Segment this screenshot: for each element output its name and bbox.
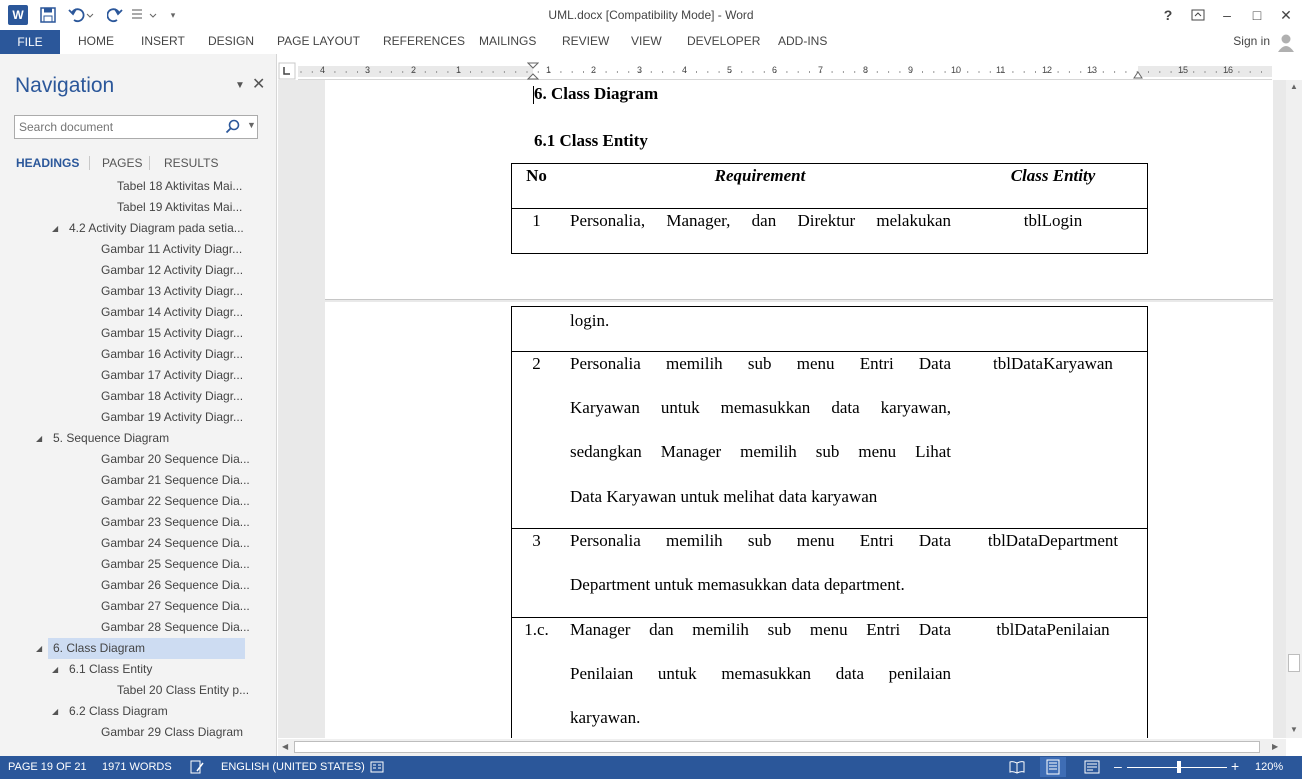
heading-item[interactable]: Tabel 18 Aktivitas Mai... xyxy=(117,179,243,193)
cell-text-line: Department untuk memasukkan data department. xyxy=(570,575,905,594)
word-logo-icon[interactable]: W xyxy=(8,5,28,25)
cell-text-line: karyawan. xyxy=(570,708,641,727)
table-cell-entity[interactable] xyxy=(959,306,1148,352)
cell-text: 1.c. xyxy=(524,620,549,639)
scroll-up-icon[interactable]: ▲ xyxy=(1290,82,1298,91)
ruler-label: 4 xyxy=(682,65,688,75)
heading-item[interactable]: Gambar 14 Activity Diagr... xyxy=(101,305,244,319)
language-status[interactable]: ENGLISH (UNITED STATES) xyxy=(221,761,365,773)
table-cell-requirement[interactable] xyxy=(561,617,960,738)
window-title: UML.docx [Compatibility Mode] - Word xyxy=(548,8,754,22)
table-header-no[interactable] xyxy=(511,163,562,209)
table-cell-no[interactable] xyxy=(511,528,562,618)
search-box xyxy=(14,115,258,139)
heading-item[interactable]: Gambar 26 Sequence Dia... xyxy=(101,578,250,592)
tab-mailings[interactable]: MAILINGS xyxy=(479,34,537,48)
ruler-label: 11 xyxy=(996,65,1006,75)
ruler-label: 7 xyxy=(818,65,824,75)
cell-text-line: Data Karyawan untuk melihat data karyawan xyxy=(570,487,878,506)
heading-item[interactable]: Gambar 22 Sequence Dia... xyxy=(101,494,250,508)
cell-text-line: Personalia memilih sub menu Entri Data xyxy=(570,354,951,373)
minimize-button[interactable]: – xyxy=(1223,7,1231,23)
page-19[interactable] xyxy=(325,80,1273,300)
ruler-label: 6 xyxy=(772,65,778,75)
search-dropdown-icon[interactable]: ▼ xyxy=(247,120,256,130)
zoom-slider-thumb[interactable] xyxy=(1177,761,1181,773)
heading-item[interactable]: Gambar 18 Activity Diagr... xyxy=(101,389,244,403)
cell-text-line: Karyawan untuk memasukkan data karyawan, xyxy=(570,398,951,417)
heading-item[interactable]: Gambar 21 Sequence Dia... xyxy=(101,473,250,487)
cell-text: tblLogin xyxy=(1023,211,1083,230)
read-mode-icon[interactable] xyxy=(1009,759,1025,778)
header-text: Requirement xyxy=(714,166,806,185)
ruler-label: 4 xyxy=(320,65,326,75)
close-pane-icon[interactable]: ✕ xyxy=(252,76,266,93)
header-text: Class Entity xyxy=(1010,166,1096,185)
table-cell-no[interactable] xyxy=(511,351,562,529)
tab-selector-icon[interactable] xyxy=(278,62,296,80)
tab-separator xyxy=(89,156,90,170)
right-indent-marker-icon[interactable] xyxy=(1133,70,1143,79)
zoom-out-button[interactable]: – xyxy=(1114,758,1122,774)
heading-item[interactable]: Gambar 29 Class Diagram xyxy=(101,725,244,739)
heading-item[interactable]: Gambar 13 Activity Diagr... xyxy=(101,284,244,298)
cell-text: tblDataDepartment xyxy=(987,531,1119,550)
heading-item[interactable]: 5. Sequence Diagram xyxy=(53,431,170,445)
nav-scrollbar[interactable] xyxy=(263,176,275,750)
tab-headings[interactable]: HEADINGS xyxy=(16,156,80,170)
cell-text: tblDataKaryawan xyxy=(993,354,1113,373)
heading-item[interactable]: Gambar 17 Activity Diagr... xyxy=(101,368,244,382)
user-avatar-icon[interactable] xyxy=(1276,32,1296,52)
table-header-class-entity[interactable] xyxy=(959,163,1148,209)
vertical-scrollbar[interactable] xyxy=(1286,80,1302,738)
web-layout-icon[interactable] xyxy=(1084,759,1100,778)
horizontal-scroll-thumb[interactable] xyxy=(294,741,1260,753)
heading-item[interactable]: Gambar 20 Sequence Dia... xyxy=(101,452,250,466)
search-input[interactable] xyxy=(15,116,221,138)
cell-text-line: Personalia memilih sub menu Entri Data xyxy=(570,531,951,550)
maximize-button[interactable]: □ xyxy=(1252,7,1262,23)
indent-marker-icon[interactable] xyxy=(527,62,539,80)
heading-item[interactable]: Gambar 11 Activity Diagr... xyxy=(101,242,243,256)
page-count[interactable]: PAGE 19 OF 21 xyxy=(8,761,87,773)
horizontal-ruler[interactable] xyxy=(298,62,1272,80)
collapse-arrow-icon[interactable]: ◢ xyxy=(36,644,43,653)
heading-item[interactable]: Gambar 15 Activity Diagr... xyxy=(101,326,244,340)
table-cell-entity[interactable] xyxy=(959,528,1148,618)
help-button[interactable]: ? xyxy=(1163,7,1173,23)
vertical-scroll-thumb[interactable] xyxy=(1288,654,1300,672)
collapse-arrow-icon[interactable]: ◢ xyxy=(52,665,59,674)
heading-item[interactable]: Gambar 23 Sequence Dia... xyxy=(101,515,250,529)
heading-class-entity[interactable]: 6.1 Class Entity xyxy=(534,131,648,150)
ruler-label: 1 xyxy=(456,65,462,75)
title-bar xyxy=(0,0,1302,30)
heading-item-label: 6. Class Diagram xyxy=(53,641,146,655)
ruler-label: 5 xyxy=(727,65,733,75)
scroll-right-icon[interactable]: ▶ xyxy=(1272,742,1279,751)
customize-toolbar-icon[interactable]: ▾ xyxy=(170,9,176,20)
table-cell-no[interactable] xyxy=(511,208,562,254)
heading-item[interactable]: Gambar 27 Sequence Dia... xyxy=(101,599,250,613)
tab-developer[interactable]: DEVELOPER xyxy=(687,34,761,48)
ruler-label: 3 xyxy=(365,65,371,75)
pane-options-icon[interactable]: ▼ xyxy=(235,80,245,91)
cell-text: Personalia, Manager, dan Direktur melakukan xyxy=(570,211,951,230)
tab-insert[interactable]: INSERT xyxy=(141,34,185,48)
navigation-title: Navigation xyxy=(15,74,115,97)
tab-page-layout[interactable]: PAGE LAYOUT xyxy=(277,34,360,48)
collapse-arrow-icon[interactable]: ◢ xyxy=(52,224,59,233)
navigation-pane xyxy=(0,54,277,756)
table-cell-entity[interactable] xyxy=(959,351,1148,529)
tab-add-ins[interactable]: ADD-INS xyxy=(778,34,828,48)
tab-view[interactable]: VIEW xyxy=(631,34,662,48)
heading-item[interactable]: 6.2 Class Diagram xyxy=(69,704,168,718)
print-layout-button[interactable] xyxy=(1040,757,1066,777)
file-tab[interactable]: FILE xyxy=(0,30,60,54)
search-icon[interactable] xyxy=(225,119,241,135)
heading-item[interactable]: 6.1 Class Entity xyxy=(69,662,153,676)
heading-item[interactable]: Gambar 25 Sequence Dia... xyxy=(101,557,250,571)
ruler-label: 13 xyxy=(1087,65,1098,75)
ruler-label: 10 xyxy=(951,65,962,75)
cell-text: tblDataPenilaian xyxy=(996,620,1110,639)
ruler-label: 2 xyxy=(411,65,417,75)
ruler-ticks xyxy=(298,62,1272,80)
word-count[interactable]: 1971 WORDS xyxy=(102,761,172,773)
heading-item[interactable]: Gambar 28 Sequence Dia... xyxy=(101,620,250,634)
proofing-icon[interactable] xyxy=(189,759,205,778)
tab-references[interactable]: REFERENCES xyxy=(383,34,466,48)
scroll-down-icon[interactable]: ▼ xyxy=(1290,725,1298,734)
tab-pages[interactable]: PAGES xyxy=(102,156,143,170)
ruler-label: 2 xyxy=(591,65,597,75)
table-cell-no[interactable] xyxy=(511,306,562,352)
heading-item[interactable]: Tabel 20 Class Entity p... xyxy=(117,683,250,697)
cell-text: login. xyxy=(570,311,610,330)
cell-text: 2 xyxy=(532,354,541,373)
table-header-requirement[interactable] xyxy=(561,163,960,209)
heading-item[interactable]: Gambar 19 Activity Diagr... xyxy=(101,410,244,424)
ribbon-display-options-button[interactable] xyxy=(1184,4,1212,26)
tab-home[interactable]: HOME xyxy=(78,34,114,48)
heading-item-selected[interactable] xyxy=(48,638,245,659)
zoom-in-button[interactable]: + xyxy=(1231,758,1240,774)
table-cell-entity[interactable] xyxy=(959,617,1148,738)
ribbon-tabs xyxy=(0,30,1302,54)
table-cell-requirement[interactable] xyxy=(561,306,960,352)
ruler-label: 16 xyxy=(1223,65,1234,75)
sign-in-link[interactable]: Sign in xyxy=(1233,34,1270,48)
ruler-label: 9 xyxy=(908,65,914,75)
table-cell-no[interactable] xyxy=(511,617,562,738)
cell-text-line: Penilaian untuk memasukkan data penilaian xyxy=(570,664,951,683)
document-area xyxy=(278,80,1286,738)
status-bar xyxy=(0,756,1302,779)
heading-class-diagram[interactable]: 6. Class Diagram xyxy=(534,84,659,103)
tab-results[interactable]: RESULTS xyxy=(164,156,219,170)
ruler-label: 8 xyxy=(863,65,869,75)
ruler-label: 3 xyxy=(637,65,643,75)
macro-record-icon[interactable] xyxy=(369,759,385,778)
header-text: No xyxy=(526,166,547,185)
headings-tree xyxy=(0,176,260,746)
page-20[interactable] xyxy=(325,302,1273,738)
ruler-label: 1 xyxy=(546,65,552,75)
cell-text: 3 xyxy=(532,531,541,550)
table-cell-requirement[interactable] xyxy=(561,208,960,254)
collapse-arrow-icon[interactable]: ◢ xyxy=(36,434,43,443)
close-window-button[interactable]: ✕ xyxy=(1280,6,1292,23)
ruler-label: 12 xyxy=(1042,65,1053,75)
tab-design[interactable]: DESIGN xyxy=(208,34,255,48)
table-cell-requirement[interactable] xyxy=(561,528,960,618)
tab-review[interactable]: REVIEW xyxy=(562,34,610,48)
cell-text-line: sedangkan Manager memilih sub menu Lihat xyxy=(570,442,951,461)
cell-text-line: Manager dan memilih sub menu Entri Data xyxy=(570,620,951,639)
ruler-label: 15 xyxy=(1178,65,1189,75)
heading-item[interactable]: Gambar 12 Activity Diagr... xyxy=(101,263,244,277)
tab-separator xyxy=(149,156,150,170)
zoom-level[interactable]: 120% xyxy=(1255,761,1284,773)
table-cell-entity[interactable] xyxy=(959,208,1148,254)
horizontal-scrollbar[interactable] xyxy=(278,739,1286,756)
collapse-arrow-icon[interactable]: ◢ xyxy=(52,707,59,716)
scroll-left-icon[interactable]: ◀ xyxy=(282,742,289,751)
heading-item[interactable]: 4.2 Activity Diagram pada setia... xyxy=(69,221,244,235)
cell-text: 1 xyxy=(532,211,541,230)
table-cell-requirement[interactable] xyxy=(561,351,960,529)
heading-item[interactable]: Tabel 19 Aktivitas Mai... xyxy=(117,200,243,214)
heading-item[interactable]: Gambar 16 Activity Diagr... xyxy=(101,347,244,361)
heading-item[interactable]: Gambar 24 Sequence Dia... xyxy=(101,536,250,550)
